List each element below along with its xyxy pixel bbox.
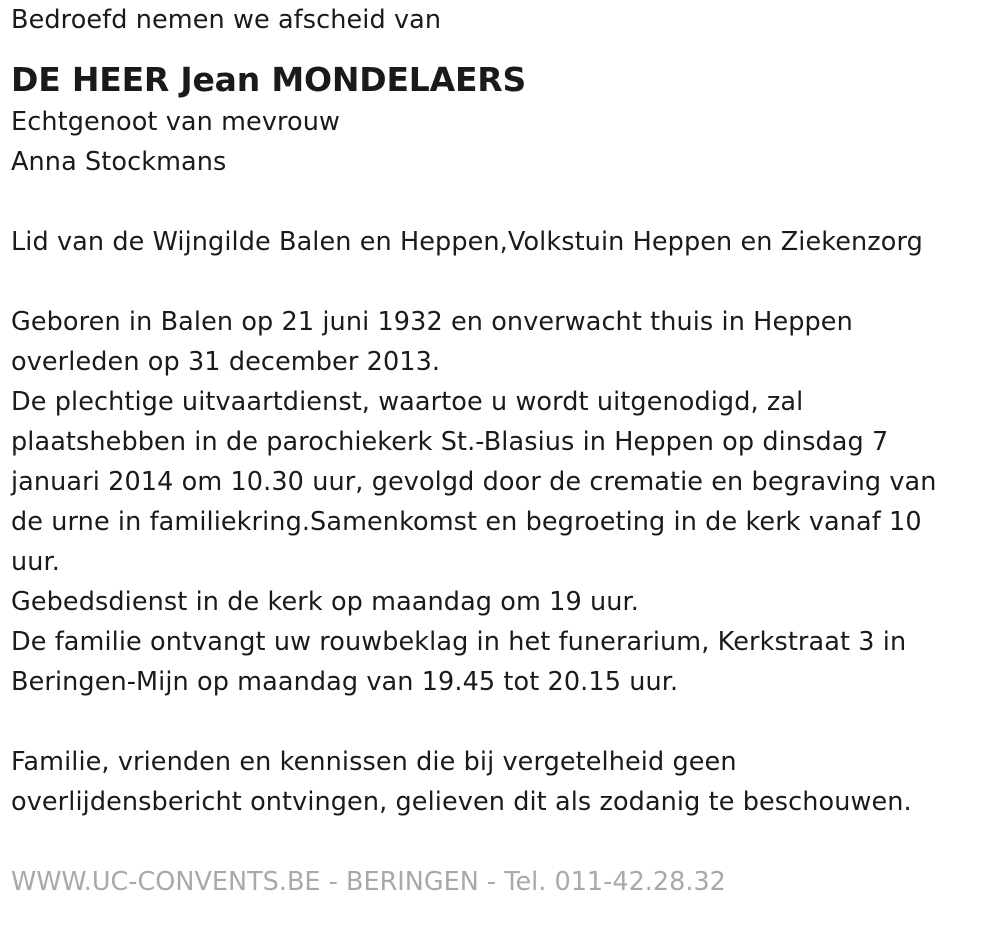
spacer (11, 822, 991, 862)
details-line: Geboren in Balen op 21 juni 1932 en onverwacht thuis in Heppen (11, 307, 853, 337)
details-line: overleden op 31 december 2013. (11, 347, 441, 377)
footer-contact: WWW.UC-CONVENTS.BE - BERINGEN - Tel. 011-42.28.32 (11, 867, 726, 897)
details-line: Gebedsdienst in de kerk op maandag om 19 uur. (11, 587, 639, 617)
details-line: uur. (11, 547, 60, 577)
spacer (11, 182, 991, 222)
closing-line: Familie, vrienden en kennissen die bij vergetelheid geen (11, 747, 737, 777)
spacer (11, 702, 991, 742)
closing-line: overlijdensbericht ontvingen, gelieven dit als zodanig te beschouwen. (11, 787, 912, 817)
spouse-line-2: Anna Stockmans (11, 147, 227, 177)
details-line: Beringen-Mijn op maandag van 19.45 tot 20.15 uur. (11, 667, 679, 697)
details-block (11, 302, 991, 702)
spacer (11, 40, 991, 58)
details-line: De familie ontvangt uw rouwbeklag in het funerarium, Kerkstraat 3 in (11, 627, 907, 657)
details-line: de urne in familiekring.Samenkomst en begroeting in de kerk vanaf 10 (11, 507, 922, 537)
details-line: De plechtige uitvaartdienst, waartoe u wordt uitgenodigd, zal (11, 387, 804, 417)
spouse-line-1: Echtgenoot van mevrouw (11, 107, 340, 137)
deceased-name: DE HEER Jean MONDELAERS (11, 60, 527, 99)
intro-text: Bedroefd nemen we afscheid van (11, 5, 442, 35)
obituary-notice (11, 0, 991, 902)
closing-block (11, 742, 991, 822)
details-line: plaatshebben in de parochiekerk St.-Blasius in Heppen op dinsdag 7 (11, 427, 889, 457)
details-line: januari 2014 om 10.30 uur, gevolgd door de crematie en begraving van (11, 467, 937, 497)
spacer (11, 262, 991, 302)
membership-text: Lid van de Wijngilde Balen en Heppen,Volkstuin Heppen en Ziekenzorg (11, 227, 923, 257)
